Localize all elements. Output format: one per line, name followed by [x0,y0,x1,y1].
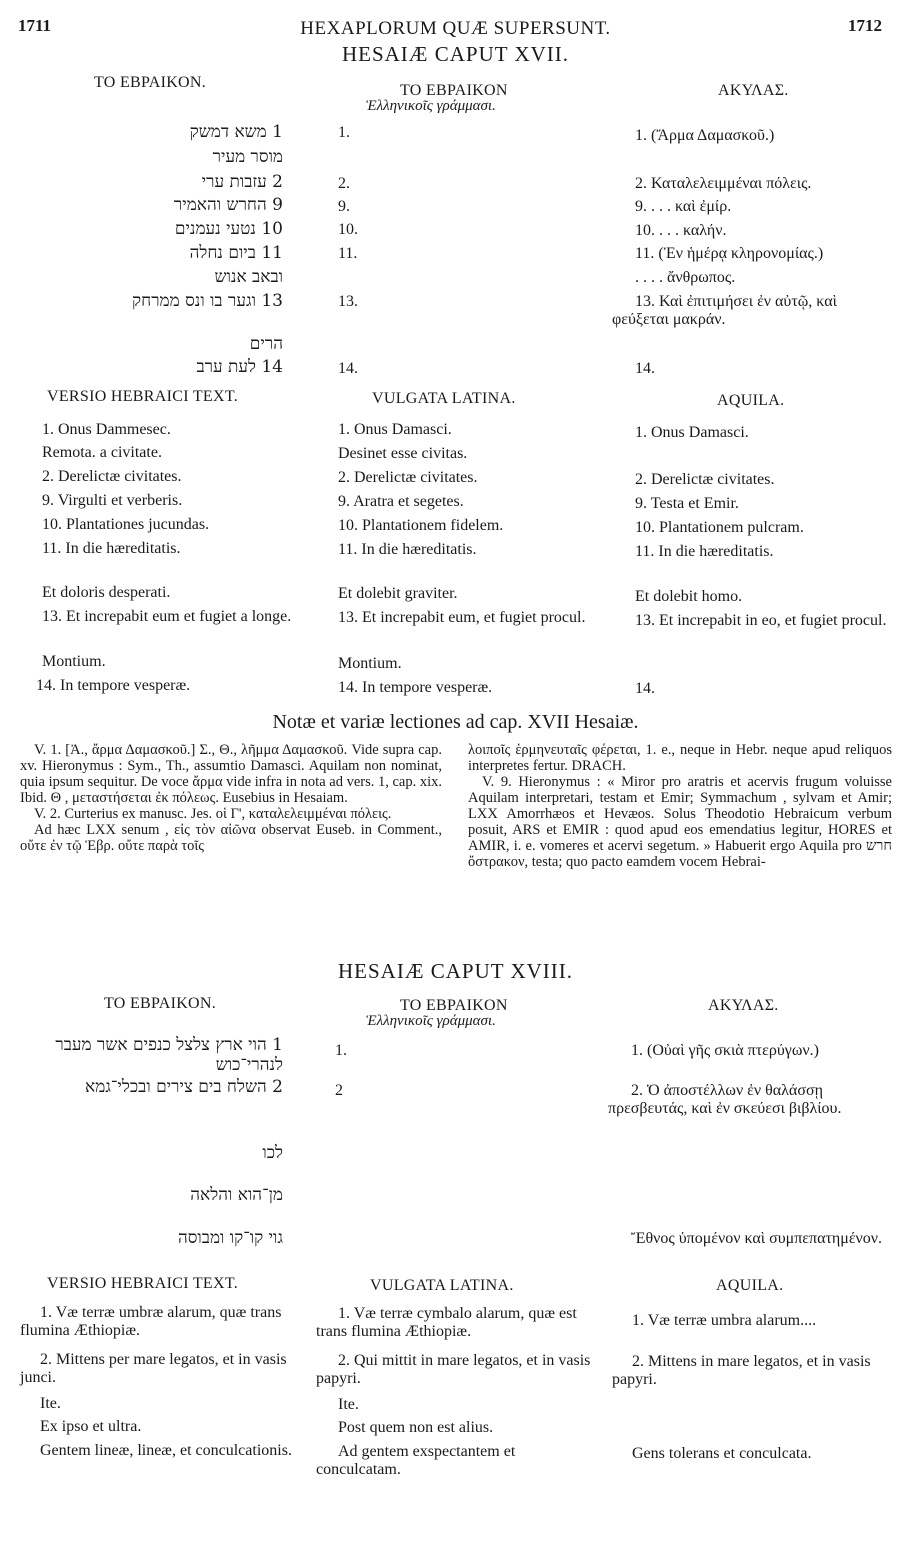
note-paragraph: λοιποῖς ἑρμηνευταῖς φέρεται, 1. e., neque in Hebr. neque apud reliquos interpretes fertur. DRACH. [468,742,892,774]
col-header-hebrew-greek-sub: Ἑλληνικοῖς γράμμασι. [366,98,496,114]
hebrew-line: 2 עזבות ערי [201,172,283,192]
aquila-latin-line: 2. Derelictæ civitates. [635,471,775,488]
aquila-greek-line: 2. Καταλελειμμέναι πόλεις. [635,175,812,192]
vulgata-line: Et dolebit graviter. [338,585,458,602]
note-paragraph: V. 2. Curterius ex manusc. Jes. οἱ Γ', καταλελειμμέναι πόλεις. [34,806,392,822]
aquila-greek-line: Ἔθνος ὑπομένον καὶ συμπεπατημένον. [631,1230,883,1247]
translit-line: 1. [338,124,350,141]
translit-line: 2. [338,175,350,192]
vulgata-line: Montium. [338,655,402,672]
page-number-left: 1711 [18,16,52,35]
notes-title: Notæ et variæ lectiones ad cap. XVII Hesaiæ. [272,711,639,733]
vulgata-line: 14. In tempore vesperæ. [338,679,493,696]
aquila-latin-line: 14. [635,680,655,697]
aquila-greek-line: 10. . . . καλήν. [635,222,727,239]
note-paragraph: V. 9. Hieronymus : « Miror pro aratris et acervis frugum voluisse Aquilam interpretari, testam et Emir; Symmachum , sylvam et Amir; LXX Amorrhæos et Hevæos. Solus Theodotio Hebraicum verbum posuit, ARS et EMIR : quod apud eos emendatius legitur, HORES et AMIR, i. e. vomeres et acervi segetum. » Habuerit ergo Aquila pro חרש ὄστρακον, testa; quo pacto eamdem vocem Hebrai- [468,774,892,870]
aquila-latin-line: 1. Onus Damasci. [635,424,749,441]
hebrew-line: 11 ביום נחלה [189,243,283,263]
versio-line: Ite. [40,1395,61,1412]
vulgata-line: 1. Væ terræ cymbalo alarum, quæ est trans flumina Æthiopiæ. [316,1305,577,1340]
col-header-hebrew-greek: TO EBPAIKON [400,82,508,99]
hebrew-line: גוי קו־קו ומבוסה [177,1228,283,1248]
col-header-versio: VERSIO HEBRAICI TEXT. [47,388,239,405]
page-number-right: 1712 [848,16,882,35]
col-header-hebrew: TO EBPAIKON. [94,74,207,91]
aquila-latin-line: 13. Et increpabit in eo, et fugiet procul. [635,612,887,629]
hebrew-line: 2 השלח בים צירים ובכלי־גמא [85,1077,283,1097]
aquila-greek-line: 11. (Ἐν ἡμέρᾳ κληρονομίας.) [635,245,824,262]
hebrew-line: 1 הוי ארץ צלצל כנפים אשר מעבר לנהרי־כוש [55,1035,283,1075]
hebrew-line: 14 לעת ערב [196,357,283,377]
aquila-greek-line: . . . . ἄνθρωπος. [635,269,736,286]
vulgata-line: 13. Et increpabit eum, et fugiet procul. [338,609,586,626]
chapter-title: HESAIÆ CAPUT XVIII. [337,959,574,983]
vulgata-line: Ite. [338,1396,359,1413]
aquila-greek-line: 1. (Οὐαὶ γῆς σκιὰ πτερύγων.) [631,1042,819,1059]
translit-line: 10. [338,221,358,238]
aquila-latin-line: 9. Testa et Emir. [635,495,739,512]
aquila-greek-line: 14. [635,360,655,377]
hebrew-line: 13 וגער בו ונס ממרחק [132,291,283,311]
versio-line: 10. Plantationes jucundas. [42,516,210,533]
note-paragraph: Ad hæc LXX senum , εἰς τὸν αἰῶνα observat Euseb. in Comment., οὔτε ἐν τῷ Ἑβρ. οὔτε παρὰ τοῖς [20,822,442,854]
aquila-latin-line: Gens tolerans et conculcata. [632,1445,812,1462]
versio-line: Ex ipso et ultra. [40,1418,142,1435]
hebrew-line: מן־הוא והלאה [190,1185,283,1205]
translit-line: 9. [338,198,350,215]
col-header-aquila: ΑΚΥΛΑΣ. [718,82,789,99]
versio-line: 1. Onus Dammesec. [42,421,171,438]
vulgata-line: 1. Onus Damasci. [338,421,452,438]
vulgata-line: 2. Derelictæ civitates. [338,469,478,486]
note-paragraph: V. 1. [Ἀ., ἄρμα Δαμασκοῦ.] Σ., Θ., λῆμμα Δαμασκοῦ. Vide supra cap. xv. Hieronymus : Sym., Th., assumtio Damasci. Aquilam non nominat, quia ipsum sequitur. De voce ἄρμα vide infra in nota ad vers. 1, cap. xix. Ibid. Θ , μεταστήσεται ἐκ πόλεως. Eusebius in Hesaiam. [20,742,443,806]
aquila-greek-line: 13. Καὶ ἐπιτιμήσει ἐν αὐτῷ, καὶ φεύξεται μακράν. [612,293,837,328]
translit-line: 13. [338,293,358,310]
versio-line: 2. Derelictæ civitates. [42,468,182,485]
aquila-greek-line: 9. . . . καὶ ἐμίρ. [635,198,732,215]
aquila-greek-line: 2. Ὁ ἀποστέλλων ἐν θαλάσσῃ πρεσβευτάς, καὶ ἐν σκεύεσι βιβλίου. [608,1082,842,1117]
aquila-latin-line: 1. Væ terræ umbra alarum.... [632,1312,817,1329]
vulgata-line: 11. In die hæreditatis. [338,541,477,558]
vulgata-line: Desinet esse civitas. [338,445,468,462]
versio-line: 9. Virgulti et verberis. [42,492,183,509]
hebrew-line: הרים [249,334,283,354]
versio-line: Et doloris desperati. [42,584,171,601]
versio-line: 2. Mittens per mare legatos, et in vasis junci. [20,1351,287,1386]
hebrew-line: 10 נטעי נעמנים [174,219,283,239]
aquila-latin-line: Et dolebit homo. [635,588,743,605]
versio-line: 1. Væ terræ umbræ alarum, quæ trans flumina Æthiopiæ. [20,1304,282,1339]
versio-line: Gentem lineæ, lineæ, et conculcationis. [40,1442,292,1459]
versio-line: 13. Et increpabit eum et fugiet a longe. [42,608,292,625]
hebrew-line: מוסר מעיר [212,147,283,167]
vulgata-line: 9. Aratra et segetes. [338,493,464,510]
col-header-versio: VERSIO HEBRAICI TEXT. [47,1275,239,1292]
vulgata-line: Post quem non est alius. [338,1419,494,1436]
chapter-title: HESAIÆ CAPUT XVII. [341,42,570,66]
col-header-aquila: ΑΚΥΛΑΣ. [708,997,779,1014]
hebrew-line: 9 החרש והאמיר [173,195,283,215]
translit-line: 1. [335,1042,347,1059]
translit-line: 14. [338,360,358,377]
col-header-hebrew-greek: TO EBPAIKON [400,997,508,1014]
aquila-latin-line: 10. Plantationem pulcram. [635,519,804,536]
translit-line: 2 [335,1082,343,1099]
vulgata-line: 10. Plantationem fidelem. [338,517,504,534]
aquila-greek-line: 1. (Ἄρμα Δαμασκοῦ.) [635,127,775,144]
versio-line: 14. In tempore vesperæ. [36,677,191,694]
notes-left-column [20,742,442,854]
versio-line: Montium. [42,653,106,670]
col-header-aquila-latin: AQUILA. [717,392,785,409]
versio-line: 11. In die hæreditatis. [42,540,181,557]
translit-line: 11. [338,245,358,262]
vulgata-line: 2. Qui mittit in mare legatos, et in vasis papyri. [316,1352,591,1387]
col-header-vulgata: VULGATA LATINA. [372,390,516,407]
col-header-vulgata: VULGATA LATINA. [370,1277,514,1294]
vulgata-line: Ad gentem exspectantem et conculcatam. [316,1443,516,1478]
hebrew-line: לכו [262,1143,283,1163]
versio-line: Remota. a civitate. [42,444,162,461]
notes-right-column [468,742,892,870]
hebrew-line: ובאב אנוש [214,267,283,287]
col-header-hebrew-greek-sub: Ἑλληνικοῖς γράμμασι. [366,1013,496,1029]
hebrew-line: 1 משא דמשק [189,122,283,142]
col-header-hebrew: TO EBPAIKON. [104,995,217,1012]
running-title: HEXAPLORUM QUÆ SUPERSUNT. [300,18,611,39]
aquila-latin-line: 11. In die hæreditatis. [635,543,774,560]
col-header-aquila-latin: AQUILA. [716,1277,784,1294]
aquila-latin-line: 2. Mittens in mare legatos, et in vasis papyri. [612,1353,871,1388]
